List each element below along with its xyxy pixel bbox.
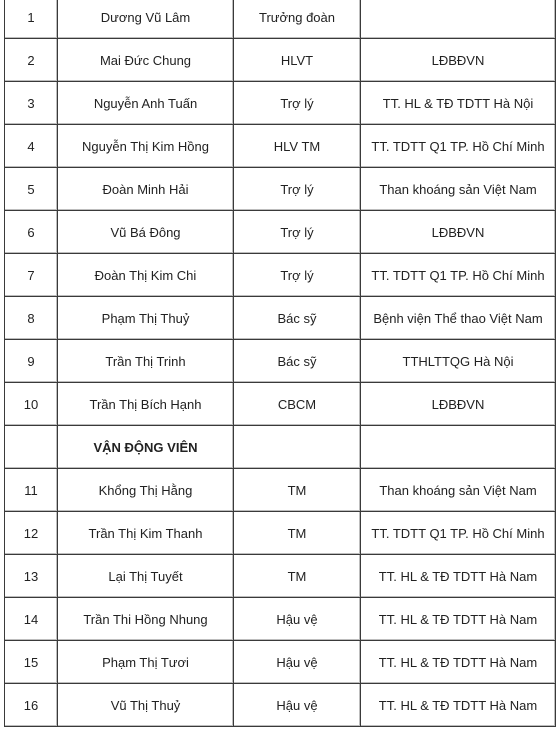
name-cell: Nguyễn Thị Kim Hồng <box>57 124 233 167</box>
table-row <box>4 597 556 640</box>
role-cell: TM <box>233 468 360 511</box>
row-number-cell: 7 <box>4 253 57 296</box>
table-row <box>4 253 556 296</box>
table-row <box>4 382 556 425</box>
name-cell: Trần Thị Kim Thanh <box>57 511 233 554</box>
role-cell: Trợ lý <box>233 167 360 210</box>
unit-cell: LĐBĐVN <box>360 382 556 425</box>
row-number-cell: 12 <box>4 511 57 554</box>
table-row <box>4 511 556 554</box>
name-cell: Phạm Thị Thuỷ <box>57 296 233 339</box>
row-number-cell: 13 <box>4 554 57 597</box>
table-row <box>4 167 556 210</box>
unit-cell: TTHLTTQG Hà Nội <box>360 339 556 382</box>
row-number-cell: 16 <box>4 683 57 727</box>
name-cell: Khổng Thị Hằng <box>57 468 233 511</box>
name-cell: Phạm Thị Tươi <box>57 640 233 683</box>
role-cell: HLV TM <box>233 124 360 167</box>
unit-cell: Than khoáng sản Việt Nam <box>360 167 556 210</box>
name-cell: Vũ Bá Đông <box>57 210 233 253</box>
role-cell: TM <box>233 511 360 554</box>
roster-table-body <box>4 0 556 727</box>
row-number-cell: 3 <box>4 81 57 124</box>
name-cell: Trần Thị Trinh <box>57 339 233 382</box>
unit-cell: TT. HL & TĐ TDTT Hà Nội <box>360 81 556 124</box>
row-number-cell: 8 <box>4 296 57 339</box>
row-number-cell: 1 <box>4 0 57 38</box>
role-cell: Trưởng đoàn <box>233 0 360 38</box>
table-row <box>4 38 556 81</box>
unit-cell: TT. TDTT Q1 TP. Hồ Chí Minh <box>360 124 556 167</box>
table-row <box>4 81 556 124</box>
name-cell: Trần Thị Bích Hạnh <box>57 382 233 425</box>
name-cell: Trần Thi Hồng Nhung <box>57 597 233 640</box>
role-cell: HLVT <box>233 38 360 81</box>
role-cell: Hậu vệ <box>233 683 360 727</box>
name-cell: Nguyễn Anh Tuấn <box>57 81 233 124</box>
table-row <box>4 124 556 167</box>
row-number-cell: 15 <box>4 640 57 683</box>
unit-cell <box>360 0 556 38</box>
row-number-cell: 14 <box>4 597 57 640</box>
unit-cell: TT. TDTT Q1 TP. Hồ Chí Minh <box>360 253 556 296</box>
unit-cell: TT. TDTT Q1 TP. Hồ Chí Minh <box>360 511 556 554</box>
name-cell: Vũ Thị Thuỷ <box>57 683 233 727</box>
name-cell: Lại Thị Tuyết <box>57 554 233 597</box>
name-cell: Đoàn Thị Kim Chi <box>57 253 233 296</box>
unit-cell: LĐBĐVN <box>360 210 556 253</box>
table-row <box>4 640 556 683</box>
role-cell: Bác sỹ <box>233 339 360 382</box>
name-cell: Mai Đức Chung <box>57 38 233 81</box>
row-number-cell: 10 <box>4 382 57 425</box>
role-cell: Hậu vệ <box>233 640 360 683</box>
section-header-row <box>4 425 556 468</box>
unit-cell: TT. HL & TĐ TDTT Hà Nam <box>360 683 556 727</box>
role-cell: TM <box>233 554 360 597</box>
table-row <box>4 296 556 339</box>
row-number-cell: 5 <box>4 167 57 210</box>
table-row <box>4 554 556 597</box>
row-number-cell: 9 <box>4 339 57 382</box>
unit-cell: Bệnh viện Thể thao Việt Nam <box>360 296 556 339</box>
name-cell: Dương Vũ Lâm <box>57 0 233 38</box>
row-number-cell: 4 <box>4 124 57 167</box>
row-number-cell: 6 <box>4 210 57 253</box>
unit-cell: LĐBĐVN <box>360 38 556 81</box>
row-number-cell: 11 <box>4 468 57 511</box>
role-cell: Bác sỹ <box>233 296 360 339</box>
role-cell: CBCM <box>233 382 360 425</box>
unit-cell: Than khoáng sản Việt Nam <box>360 468 556 511</box>
table-row <box>4 468 556 511</box>
role-cell <box>233 425 360 468</box>
role-cell: Trợ lý <box>233 81 360 124</box>
role-cell: Hậu vệ <box>233 597 360 640</box>
role-cell: Trợ lý <box>233 253 360 296</box>
unit-cell: TT. HL & TĐ TDTT Hà Nam <box>360 554 556 597</box>
table-row <box>4 210 556 253</box>
section-label: VẬN ĐỘNG VIÊN <box>57 425 233 468</box>
table-row <box>4 339 556 382</box>
unit-cell <box>360 425 556 468</box>
name-cell: Đoàn Minh Hải <box>57 167 233 210</box>
row-number-cell <box>4 425 57 468</box>
table-row <box>4 683 556 727</box>
unit-cell: TT. HL & TĐ TDTT Hà Nam <box>360 597 556 640</box>
roster-table <box>4 0 556 727</box>
table-row <box>4 0 556 38</box>
unit-cell: TT. HL & TĐ TDTT Hà Nam <box>360 640 556 683</box>
row-number-cell: 2 <box>4 38 57 81</box>
role-cell: Trợ lý <box>233 210 360 253</box>
